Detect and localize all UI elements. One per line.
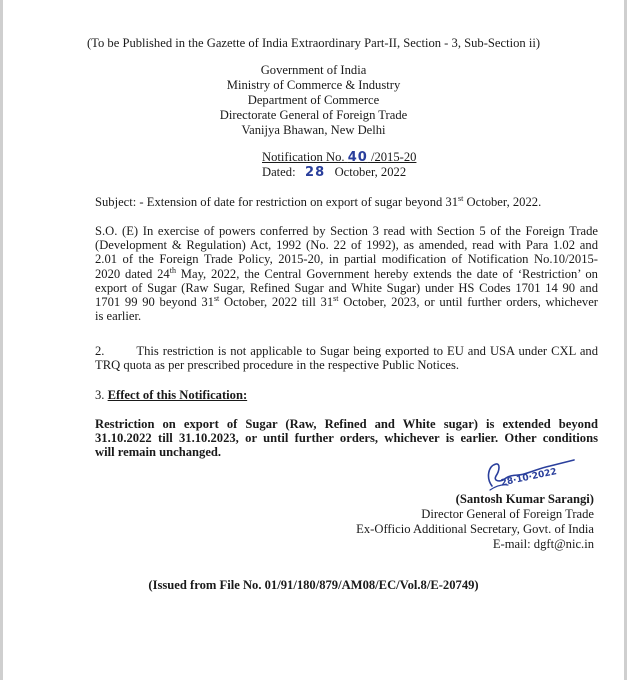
paragraph-1 (95, 224, 598, 323)
para1-line: is earlier. (95, 309, 142, 324)
signatory-designation: Ex-Officio Additional Secretary, Govt. of India (356, 522, 594, 536)
notification-suffix: /2015-20 (370, 150, 417, 164)
dated-day-handwritten: 28 (305, 165, 326, 180)
para1-l6sup1: st (213, 293, 220, 303)
signature-date: 28·10·2022 (499, 467, 558, 489)
handwritten-signature (478, 456, 578, 496)
para1-line (95, 267, 598, 281)
para1-l6c: October, 2023, or until further orders, whichever (338, 295, 599, 310)
header-directorate: Directorate General of Foreign Trade (219, 108, 408, 122)
subject-text: Subject: - Extension of date for restriction on export of sugar beyond 31 (95, 195, 459, 209)
para2-line (95, 344, 598, 358)
subject-tail: October, 2022. (463, 195, 542, 209)
para1-l4sup: th (169, 265, 176, 275)
effect-line: Restriction on export of Sugar (Raw, Refined and White sugar) is extended beyond (95, 417, 598, 431)
para2-l1: This restriction is not applicable to Sugar being exported to EU and USA under CXL and (136, 344, 598, 358)
para2-number: 2. (95, 344, 105, 358)
effect-line: will remain unchanged. (95, 445, 222, 460)
header-address: Vanijya Bhawan, New Delhi (241, 123, 386, 137)
header-ministry: Ministry of Commerce & Industry (226, 78, 401, 92)
effect-line: 31.10.2022 till 31.10.2023, or until further orders, whichever is earlier. Other conditions (95, 431, 598, 446)
para1-l4b: May, 2022, the Central Government hereby extends the date of ‘Restriction’ on (175, 266, 598, 281)
gazette-note: (To be Published in the Gazette of India Extraordinary Part-II, Section - 3, Sub-Section ii) (86, 36, 541, 50)
para1-line: export of Sugar (Raw Sugar, Refined Sugar and White Sugar) under HS Codes 1701 14 90 and (95, 280, 598, 295)
effect-number: 3. (95, 388, 105, 402)
para1-l6sup2: st (333, 293, 339, 303)
notification-number-line (262, 150, 416, 165)
effect-heading (95, 388, 247, 403)
issued-from-file: (Issued from File No. 01/91/180/879/AM08/EC/Vol.8/E-20749) (148, 578, 479, 592)
para1-line: 2.01 of the Foreign Trade Policy, 2015-20, in partial modification of Notification No.10/2015- (95, 252, 598, 267)
header-department: Department of Commerce (247, 93, 380, 107)
signatory-email: E-mail: dgft@nic.in (492, 537, 594, 551)
para1-line: S.O. (E) In exercise of powers conferred by Section 3 read with Section 5 of the Foreign Trade (95, 224, 598, 238)
effect-paragraph (95, 417, 598, 460)
para1-l6b: October, 2022 till 31 (219, 295, 334, 310)
para1-l6a: 1701 99 90 beyond 31 (95, 295, 214, 310)
effect-title: Effect of this Notification: (107, 388, 248, 402)
paragraph-2 (95, 344, 598, 372)
subject-line (95, 195, 541, 210)
para1-line: (Development & Regulation) Act, 1992 (No. 22 of 1992), as amended, read with Para 1.02 and (95, 238, 598, 253)
dated-month-year: October, 2022 (334, 165, 407, 179)
signatory-title: Director General of Foreign Trade (421, 507, 594, 521)
notification-prefix: Notification No. (262, 150, 345, 164)
header-government: Government of India (260, 63, 367, 77)
para1-line (95, 295, 598, 309)
para2-line: TRQ quota as per prescribed procedure in the respective Public Notices. (95, 358, 460, 373)
notification-number-handwritten: 40 (347, 150, 368, 165)
para1-l4a: 2020 dated 24 (95, 266, 170, 281)
signatory-name: (Santosh Kumar Sarangi) (455, 492, 594, 506)
subject-sup: st (458, 193, 464, 203)
dated-label: Dated: (262, 165, 296, 179)
dated-line (262, 165, 406, 180)
